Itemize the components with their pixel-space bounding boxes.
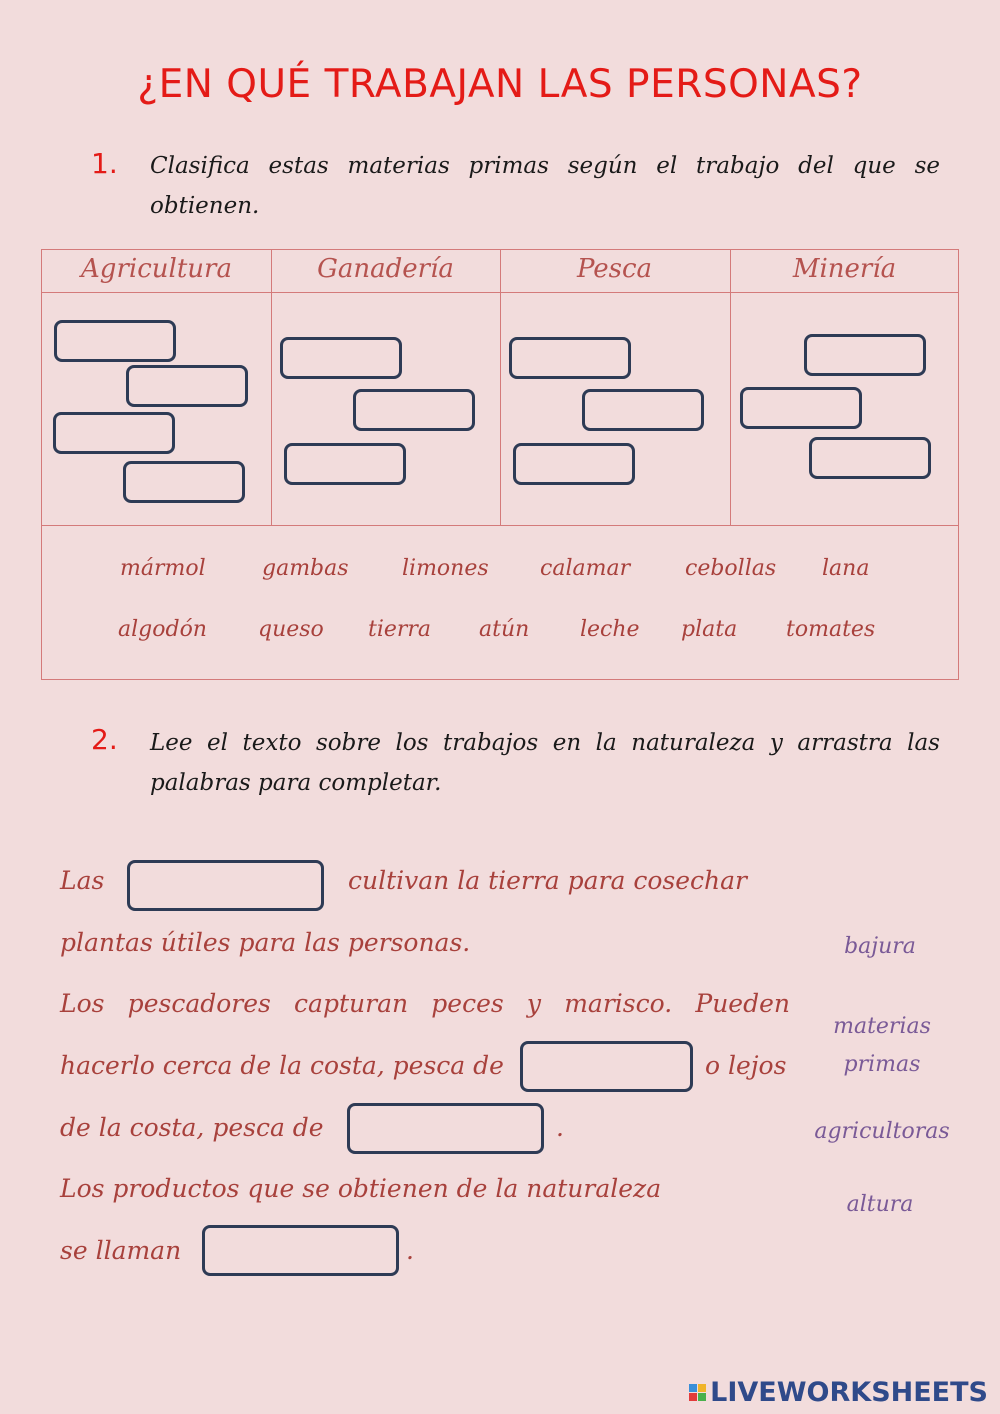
draggable-option[interactable]: bajura	[844, 934, 916, 959]
text-line: se llaman	[60, 1236, 182, 1265]
text-line: hacerlo cerca de la costa, pesca de	[60, 1051, 504, 1080]
fill-in-box[interactable]	[127, 860, 324, 911]
draggable-word[interactable]: mármol	[120, 556, 206, 581]
page-title: ¿EN QUÉ TRABAJAN LAS PERSONAS?	[137, 62, 863, 107]
agricultura-drop-box[interactable]	[53, 412, 175, 454]
agricultura-drop-box[interactable]	[54, 320, 176, 362]
draggable-word[interactable]: tierra	[368, 617, 432, 642]
text-line: cultivan la tierra para cosechar	[348, 866, 747, 895]
agricultura-drop-box[interactable]	[126, 365, 248, 407]
column-header-mineria: Minería	[792, 254, 897, 284]
draggable-word[interactable]: calamar	[540, 556, 631, 581]
pesca-drop-box[interactable]	[513, 443, 635, 485]
draggable-option[interactable]: agricultoras	[814, 1119, 950, 1144]
section1-instruction: Clasifica estas materias primas según el trabajo del que se obtienen.	[150, 153, 940, 219]
draggable-option[interactable]: altura	[846, 1192, 914, 1217]
text-line: Las	[60, 866, 105, 895]
agricultura-drop-box[interactable]	[123, 461, 245, 503]
brand-name: LIVEWORKSHEETS	[710, 1377, 988, 1408]
mineria-drop-box[interactable]	[804, 334, 926, 376]
text-line: o lejos	[705, 1051, 787, 1080]
draggable-word[interactable]: plata	[681, 617, 738, 642]
column-header-agricultura: Agricultura	[81, 254, 232, 284]
pesca-drop-box[interactable]	[582, 389, 704, 431]
section2-instruction: Lee el texto sobre los trabajos en la naturaleza y arrastra las palabras para completar.	[150, 730, 940, 796]
draggable-word[interactable]: leche	[580, 617, 640, 642]
section2-number: 2.	[91, 723, 118, 756]
draggable-word[interactable]: algodón	[118, 617, 207, 642]
draggable-word[interactable]: atún	[479, 617, 530, 642]
mineria-drop-box[interactable]	[740, 387, 862, 429]
logo-grid-icon	[689, 1384, 706, 1401]
column-divider	[500, 250, 501, 525]
column-divider	[730, 250, 731, 525]
ganaderia-drop-box[interactable]	[353, 389, 475, 431]
text-line: de la costa, pesca de	[60, 1113, 324, 1142]
draggable-word[interactable]: cebollas	[685, 556, 777, 581]
text-line: .	[406, 1236, 414, 1265]
ganaderia-drop-box[interactable]	[284, 443, 406, 485]
column-header-pesca: Pesca	[576, 254, 653, 284]
column-divider	[271, 250, 272, 525]
draggable-word[interactable]: tomates	[786, 617, 876, 642]
column-header-ganaderia: Ganadería	[317, 254, 454, 284]
ganaderia-drop-box[interactable]	[280, 337, 402, 379]
text-line: .	[556, 1113, 564, 1142]
classification-table	[41, 249, 959, 680]
liveworksheets-logo	[689, 1377, 988, 1408]
text-line: Los pescadores capturan peces y marisco. Pueden	[60, 989, 790, 1018]
section1-number: 1.	[91, 147, 118, 180]
draggable-word[interactable]: limones	[402, 556, 489, 581]
table-wordbank-divider	[42, 525, 958, 526]
mineria-drop-box[interactable]	[809, 437, 931, 479]
fill-in-box[interactable]	[347, 1103, 544, 1154]
draggable-word[interactable]: queso	[258, 617, 324, 642]
text-line: plantas útiles para las personas.	[60, 928, 471, 957]
draggable-word[interactable]: lana	[822, 556, 870, 581]
draggable-word[interactable]: gambas	[262, 556, 349, 581]
pesca-drop-box[interactable]	[509, 337, 631, 379]
text-line: Los productos que se obtienen de la naturaleza	[60, 1174, 662, 1203]
draggable-option[interactable]: materias primas	[833, 1014, 931, 1077]
fill-in-box[interactable]	[202, 1225, 399, 1276]
fill-in-box[interactable]	[520, 1041, 693, 1092]
